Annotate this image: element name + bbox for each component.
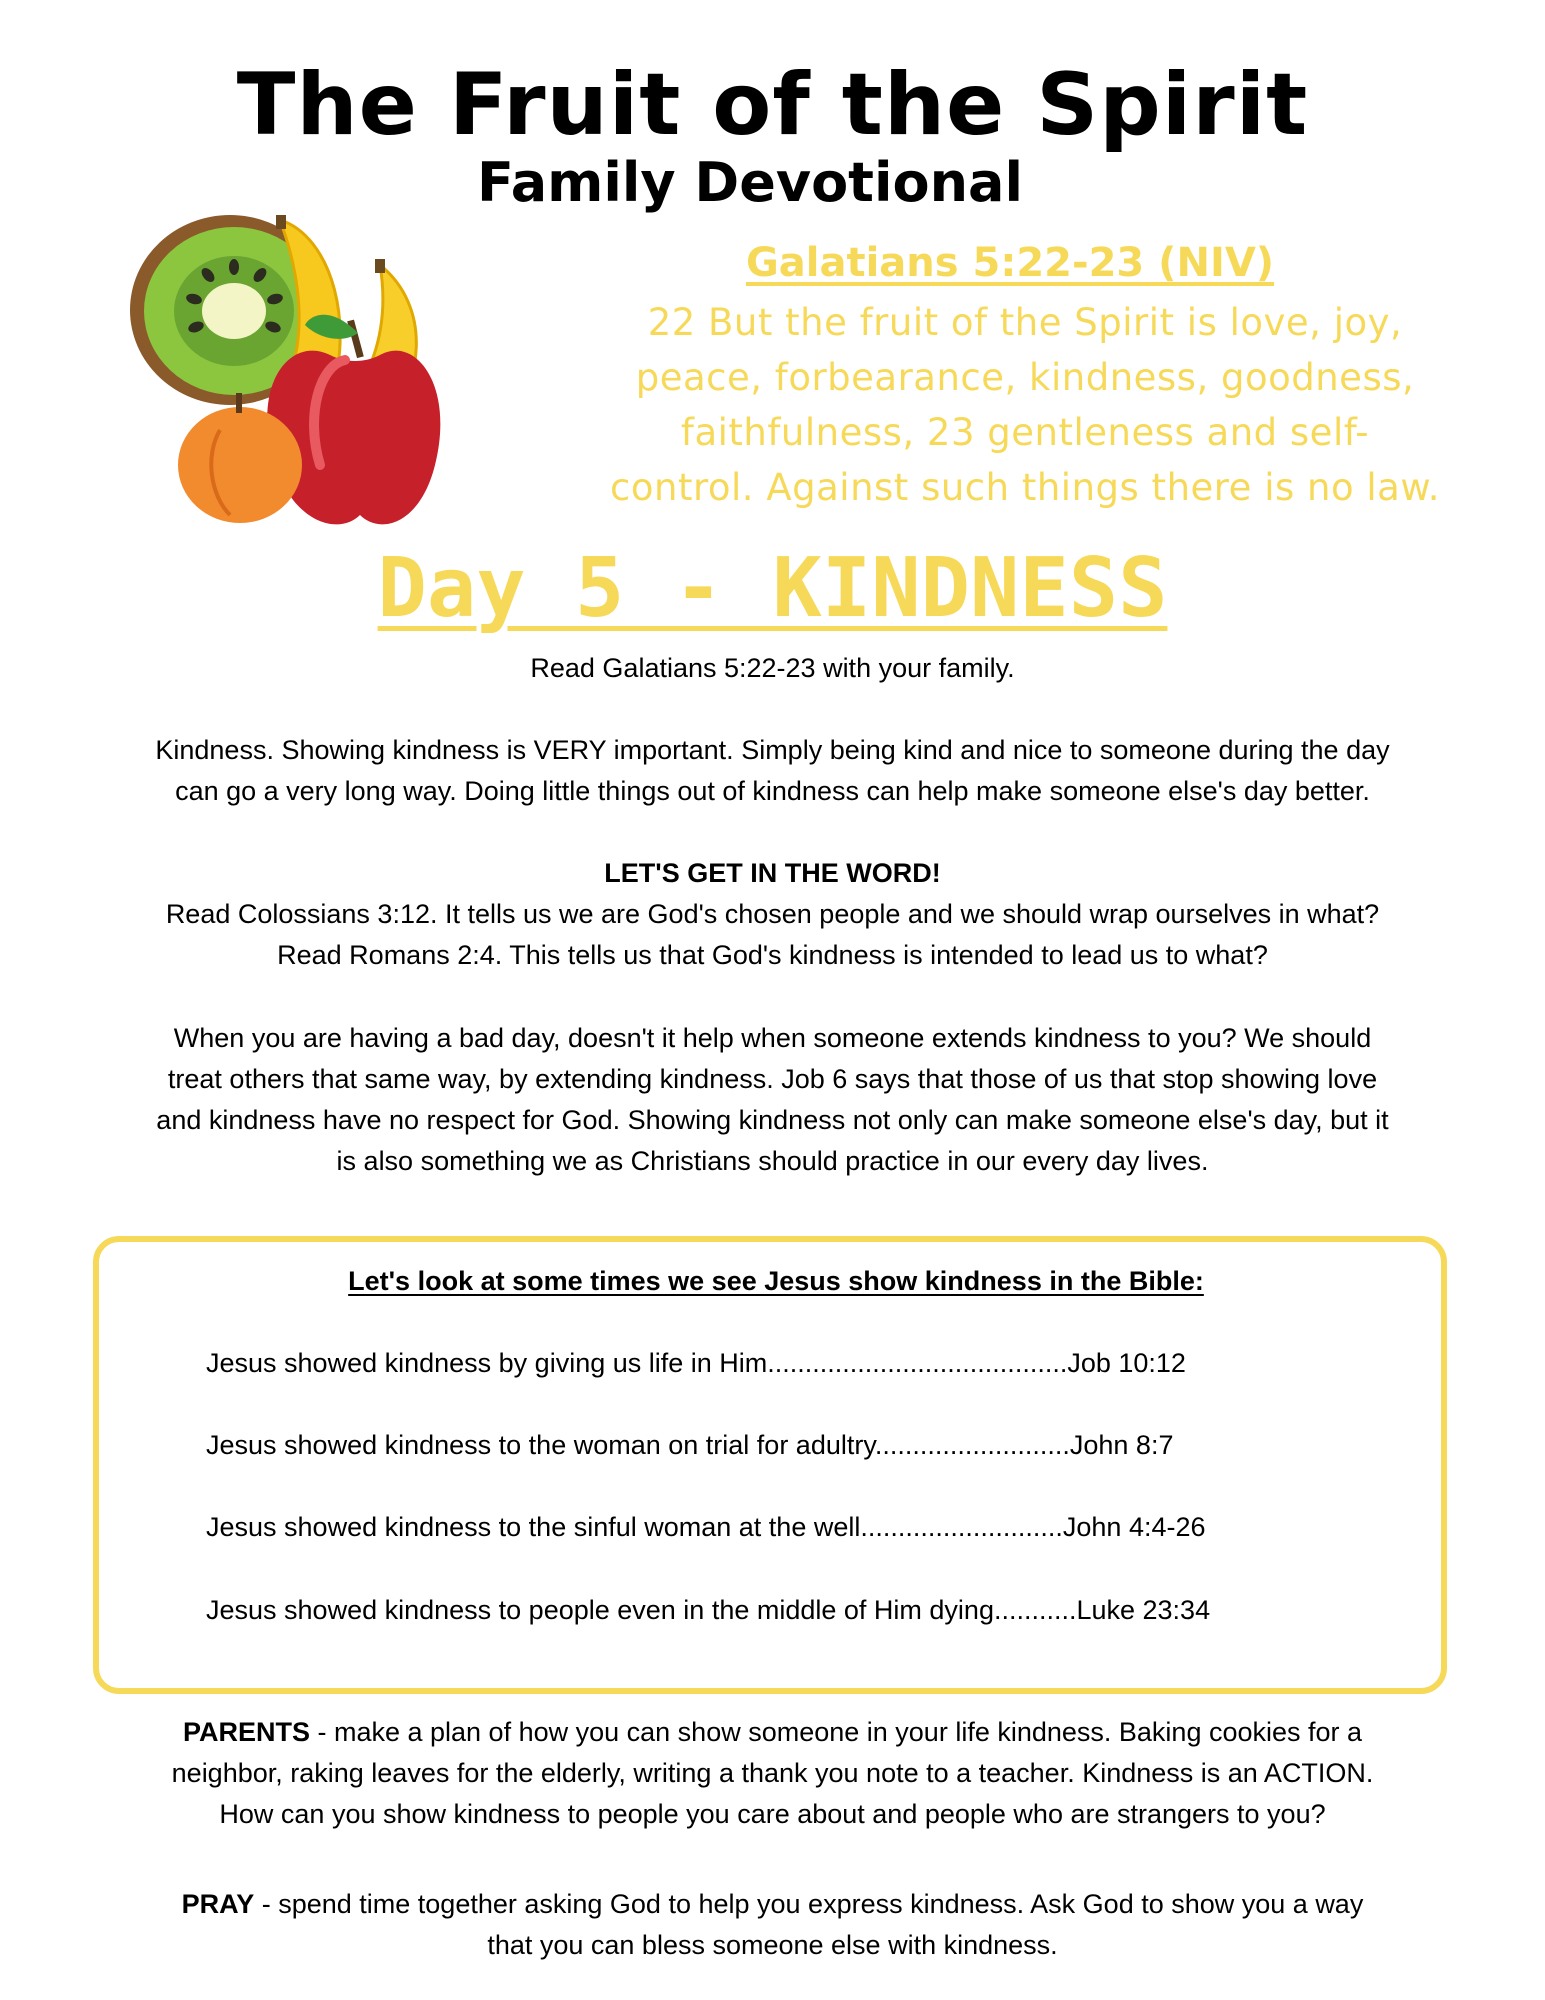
- list-item: Jesus showed kindness by giving us life in Him........................................Job 10:12: [206, 1348, 1186, 1378]
- intro-text: Read Galatians 5:22-23 with your family.: [530, 653, 1015, 683]
- parents-line: How can you show kindness to people you care about and people who are strangers to you?: [219, 1799, 1326, 1829]
- page-subtitle: Family Devotional: [476, 151, 1023, 214]
- paragraph-line: and kindness have no respect for God. Showing kindness not only can make someone else's day, but it: [156, 1105, 1389, 1135]
- word-section: [60, 853, 1485, 976]
- page-title: The Fruit of the Spirit: [236, 55, 1309, 155]
- pray-text: - spend time together asking God to help you express kindness. Ask God to show you a way: [254, 1889, 1364, 1919]
- parents-label: PARENTS: [182, 1717, 310, 1747]
- kindness-paragraph: [60, 730, 1485, 812]
- fruit-illustration: [130, 215, 490, 555]
- parents-text: - make a plan of how you can show someone in your life kindness. Baking cookies for a: [309, 1717, 1363, 1747]
- verse-reference: Galatians 5:22-23 (NIV): [745, 240, 1275, 286]
- verse-line: control. Against such things there is no law.: [610, 466, 1440, 509]
- paragraph-line: Kindness. Showing kindness is VERY important. Simply being kind and nice to someone during the day: [155, 735, 1390, 765]
- list-item: Jesus showed kindness to the woman on trial for adultry..........................John 8:7: [206, 1430, 1174, 1460]
- jesus-kindness-box: [93, 1236, 1447, 1694]
- box-heading: Let's look at some times we see Jesus show kindness in the Bible:: [348, 1266, 1204, 1296]
- verse-line: 22 But the fruit of the Spirit is love, joy,: [647, 301, 1403, 344]
- word-section-line: Read Colossians 3:12. It tells us we are God's chosen people and we should wrap ourselves in what?: [165, 899, 1380, 929]
- word-section-line: Read Romans 2:4. This tells us that God's kindness is intended to lead us to what?: [277, 940, 1268, 970]
- parents-line: neighbor, raking leaves for the elderly, writing a thank you note to a teacher. Kindness is an ACTION.: [171, 1758, 1374, 1788]
- verse-line: peace, forbearance, kindness, goodness,: [635, 356, 1415, 399]
- paragraph-line: is also something we as Christians should practice in our every day lives.: [336, 1146, 1209, 1176]
- list-item: Jesus showed kindness to the sinful woman at the well...........................John 4:4-26: [206, 1512, 1206, 1542]
- paragraph-line: treat others that same way, by extending kindness. Job 6 says that those of us that stop showing love: [167, 1064, 1378, 1094]
- verse-text: [575, 295, 1475, 515]
- paragraph-line: When you are having a bad day, doesn't it help when someone extends kindness to you? We should: [173, 1023, 1372, 1053]
- parents-section: [60, 1712, 1485, 1835]
- verse-line: faithfulness, 23 gentleness and self-: [680, 411, 1370, 454]
- paragraph-line: can go a very long way. Doing little things out of kindness can help make someone else's day better.: [175, 776, 1370, 806]
- word-section-heading: LET'S GET IN THE WORD!: [604, 858, 941, 888]
- list-item: Jesus showed kindness to people even in the middle of Him dying...........Luke 23:34: [206, 1595, 1211, 1625]
- pray-line: that you can bless someone else with kindness.: [487, 1930, 1058, 1960]
- day-title: Day 5 - KINDNESS: [377, 541, 1168, 636]
- pray-section: [60, 1884, 1485, 1966]
- pray-label: PRAY: [181, 1889, 255, 1919]
- kindness-paragraph-2: [60, 1018, 1485, 1182]
